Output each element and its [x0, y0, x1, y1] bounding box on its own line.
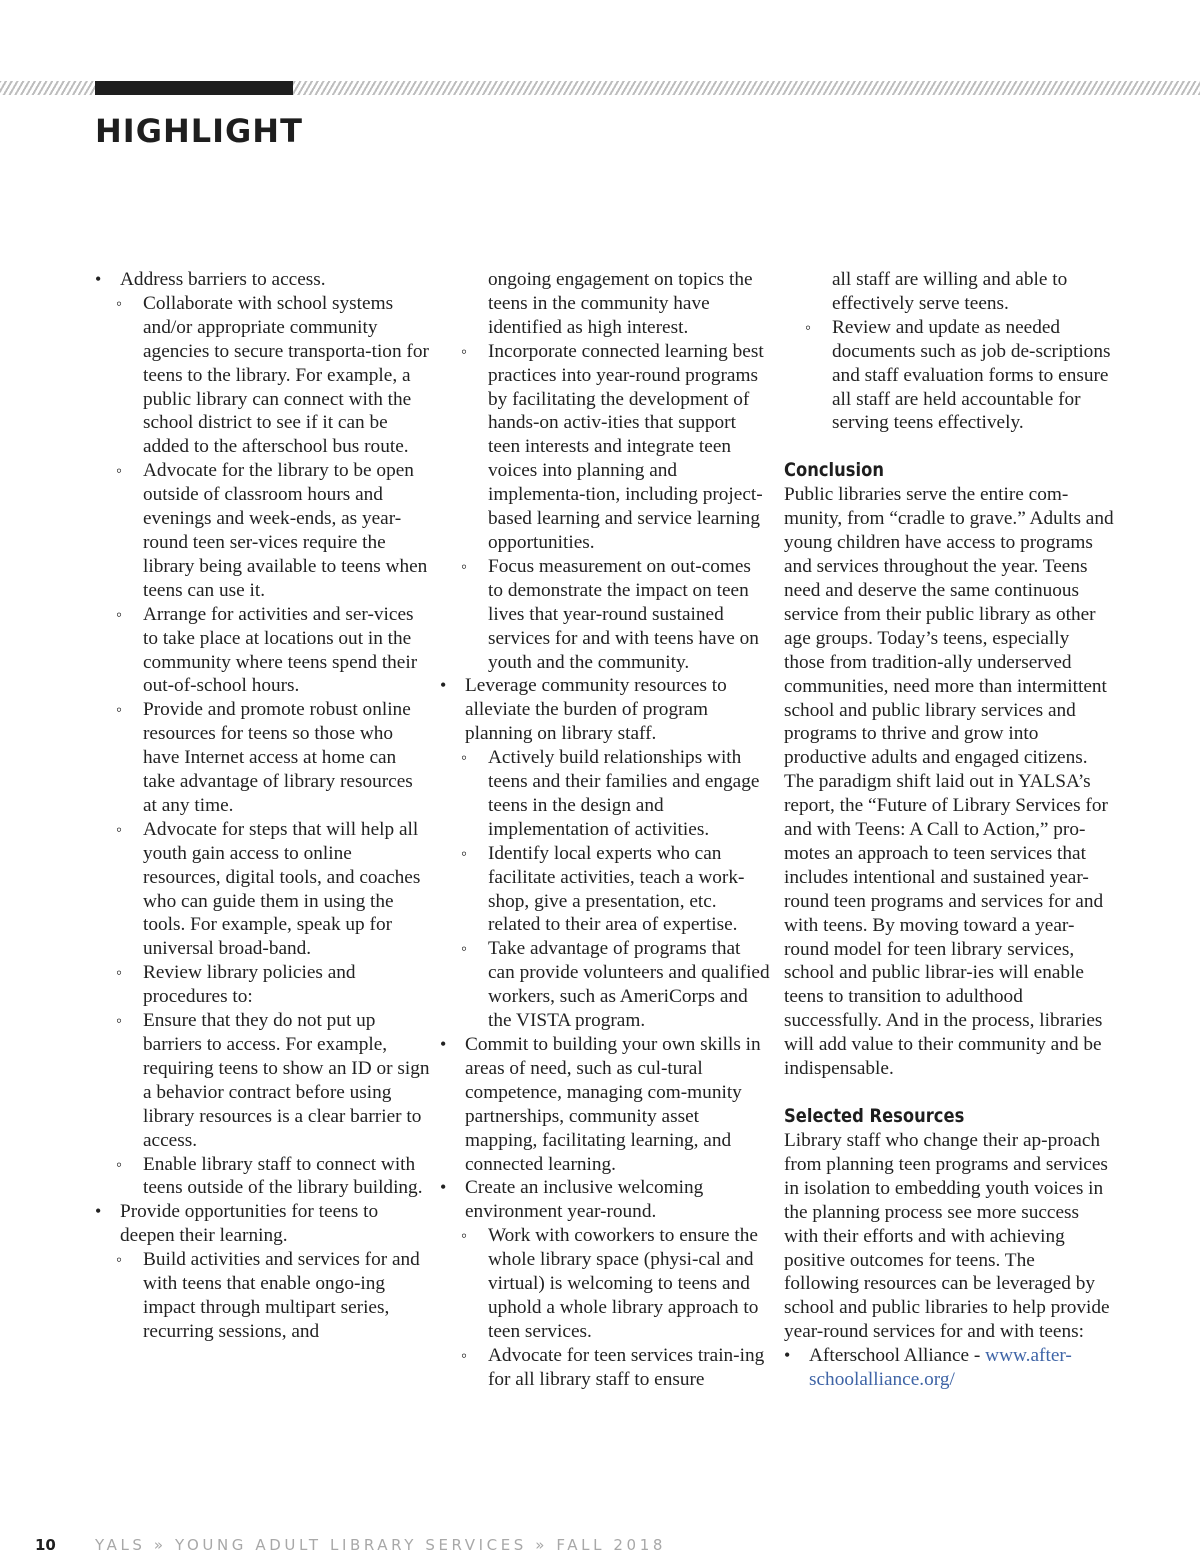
list-item: ◦ Arrange for activities and ser-vices to take place at locations out in the community where teens spend their out-of-school hours. — [95, 603, 430, 699]
conclusion-heading: Conclusion — [784, 459, 884, 482]
page-number: 10 — [35, 1536, 56, 1554]
list-item: • Create an inclusive welcoming environment year-round. — [440, 1176, 770, 1224]
list-item: ◦ Take advantage of programs that can provide volunteers and qualified workers, such as AmeriCorps and the VISTA program. — [440, 937, 770, 1033]
bullet-list — [440, 340, 770, 1392]
list-item: ◦ Review library policies and procedures to: — [95, 961, 430, 1009]
column-3 — [784, 268, 1114, 1392]
list-item: • Leverage community resources to alleviate the burden of program planning on library staff. — [440, 674, 770, 746]
list-item: ◦ Identify local experts who can facilitate activities, teach a work-shop, give a presentation, etc. related to their area of expertise. — [440, 842, 770, 938]
resource-name: Afterschool Alliance - — [809, 1345, 986, 1367]
page-footer — [35, 1536, 795, 1556]
resource-link[interactable]: www.after-schoolalliance.org/ — [809, 1345, 1072, 1391]
list-item: ◦ Focus measurement on out-comes to demonstrate the impact on teen lives that year-round sustained services for and with teens have on youth and the community. — [440, 555, 770, 675]
list-item: ◦ Advocate for steps that will help all youth gain access to online resources, digital tools, and coaches who can guide them in using the tools. For example, speak up for universal broad-band. — [95, 818, 430, 961]
list-item: ◦ Advocate for teen services train-ing for all library staff to ensure — [440, 1344, 770, 1392]
footer-running-title: YALS » YOUNG ADULT LIBRARY SERVICES » FALL 2018 — [95, 1536, 666, 1554]
list-item: ◦ Incorporate connected learning best practices into year-round programs by facilitating the development of hands-on activ-ities that support teen interests and integrate teen voices into planning and implementa-tion, including project-based learning and service learning opportunities. — [440, 340, 770, 555]
resources-heading: Selected Resources — [784, 1105, 965, 1127]
list-item: ◦ Collaborate with school systems and/or appropriate community agencies to secure transporta-tion for teens to the library. For example, a public library can connect with the school district to see if it can be added to the afterschool bus route. — [95, 292, 430, 459]
list-item: ◦ Provide and promote robust online resources for teens so those who have Internet access at home can take advantage of library resources at any time. — [95, 698, 430, 818]
resources-list — [784, 1344, 1114, 1392]
list-item: ◦ Actively build relationships with teens and their families and engage teens in the design and implementation of activities. — [440, 746, 770, 842]
column-1 — [95, 268, 430, 1344]
list-item: • Provide opportunities for teens to deepen their learning. — [95, 1200, 430, 1248]
list-item: • Address barriers to access. — [95, 268, 430, 292]
resources-paragraph: Library staff who change their ap-proach from planning teen programs and services in isolation to embedding youth voices in the planning process see more success with their efforts and with achieving positive outcomes for teens. The following resources can be leveraged by school and public libraries to help provide year-round services for and with teens: — [784, 1130, 1110, 1343]
continued-list-text: all staff are willing and able to effectively serve teens. — [832, 269, 1068, 314]
list-item: ◦ Ensure that they do not put up barriers to access. For example, requiring teens to show an ID or sign a behavior contract before using library resources is a clear barrier to access. — [95, 1009, 430, 1152]
bullet-list — [95, 268, 430, 1344]
list-item: ◦ Work with coworkers to ensure the whole library space (physi-cal and virtual) is welcoming to teens and uphold a whole library approach to teen services. — [440, 1224, 770, 1344]
list-item: ◦ Build activities and services for and with teens that enable ongo-ing impact through multipart series, recurring sessions, and — [95, 1248, 430, 1344]
spacer — [784, 1081, 1114, 1103]
list-item: • Commit to building your own skills in areas of need, such as cul-tural competence, managing com-munity partnerships, community asset mapping, facilitating learning, and connected learning. — [440, 1033, 770, 1176]
resource-item — [784, 1344, 1114, 1392]
column-2 — [440, 268, 770, 1392]
conclusion-paragraph: Public libraries serve the entire com-munity, from “cradle to grave.” Adults and young children have access to programs and services throughout the year. Teens need and deserve the same continuous service from their public library as other age groups. Today’s teens, especially those from tradition-ally underserved communities, need more than intermittent school and public library services and programs to thrive and grow into productive adults and engaged citizens. The paradigm shift laid out in YALSA’s report, the “Future of Library Services for and with Teens: A Call to Action,” pro-motes an approach to teen services that includes intentional and sustained year-round teen programs and services for and with teens. By moving toward a year-round model for teen library services, school and public librar-ies will enable teens to transition to adulthood successfully. And in the process, libraries will add value to their community and be indispensable. — [784, 484, 1114, 1080]
continued-list-text: ongoing engagement on topics the teens in the community have identified as high interest. — [488, 269, 753, 338]
header-accent-bar — [95, 81, 293, 95]
list-item: ◦ Review and update as needed documents such as job de-scriptions and staff evaluation forms to ensure all staff are held accountable for serving teens effectively. — [784, 316, 1114, 436]
bullet-list — [784, 316, 1114, 436]
list-item: ◦ Enable library staff to connect with teens outside of the library building. — [95, 1153, 430, 1201]
list-item: ◦ Advocate for the library to be open outside of classroom hours and evenings and week-ends, as year-round teen ser-vices require the library being available to teens when teens can use it. — [95, 459, 430, 602]
section-title: HIGHLIGHT — [95, 112, 303, 150]
spacer — [784, 435, 1114, 457]
